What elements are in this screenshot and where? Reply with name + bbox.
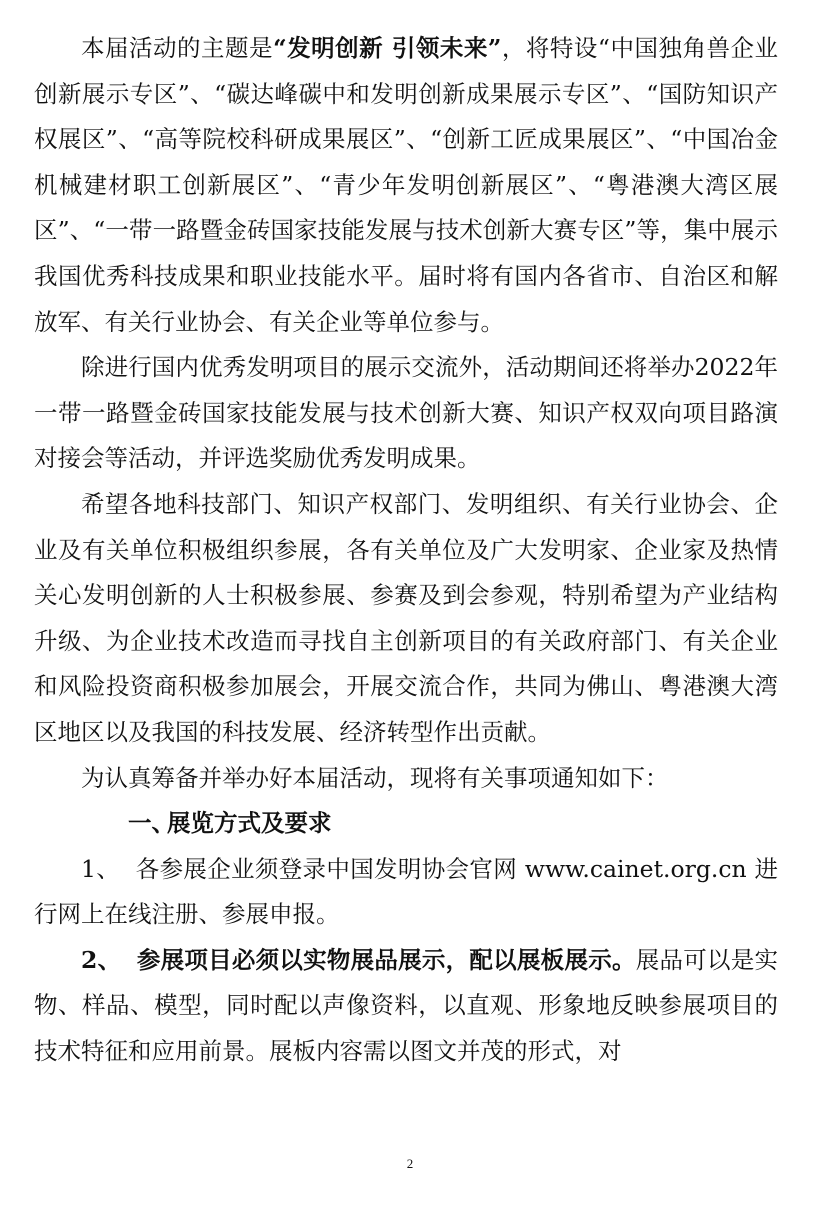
list-item-number: 2、 — [81, 945, 122, 974]
theme-slogan: “发明创新 引领未来” — [273, 34, 502, 62]
section-number: 一、 — [128, 809, 175, 838]
paragraph-activities: 除进行国内优秀发明项目的展示交流外，活动期间还将举办2022年一带一路暨金砖国家技能发展与技术创新大赛、知识产权双向项目路演对接会等活动，并评选奖励优秀发明成果。 — [34, 353, 778, 473]
list-item-text: 展品可以是实物、样品、模型，同时配以声像资料，以直观、形象地反映参展项目的技术特征和应用前景。展板内容需以图文并茂的形式，对 — [34, 945, 779, 1066]
section-title: 展览方式及要求 — [167, 809, 332, 838]
list-item-text: 各参展企业须登录中国发明协会官网 www.cainet.org.cn 进行网上在线注册、参展申报。 — [34, 854, 778, 929]
list-item-registration — [34, 847, 778, 938]
list-item-emphasis: 参展项目必须以实物展品展示，配以展板展示。 — [136, 945, 636, 974]
theme-rest: ，将特设“中国独角兽企业创新展示专区”、“碳达峰碳中和发明创新成果展示专区”、“国防知识产权展区”、“高等院校科研成果展区”、“创新工匠成果展区”、“中国冶金机械建材职工创新展区”、“青少年发明创新展区”、“粤港澳大湾区展区”、“一带一路暨金砖国家技能发展与技术创新大赛专区”等，集中展示我国优秀科技成果和职业技能水平。届时将有国内各省市、自治区和解放军、有关行业协会、有关企业等单位参与。 — [34, 34, 779, 336]
page-number: 2 — [406, 1156, 414, 1171]
paragraph-notice-intro: 为认真筹备并举办好本届活动，现将有关事项通知如下： — [81, 763, 669, 792]
paragraph-invitation: 希望各地科技部门、知识产权部门、发明组织、有关行业协会、企业及有关单位积极组织参展，各有关单位及广大发明家、企业家及热情关心发明创新的人士积极参展、参赛及到会参观，特别希望为产业结构升级、为企业技术改造而寻找自主创新项目的有关政府部门、有关企业和风险投资商积极参加展会，开展交流合作，共同为佛山、粤港澳大湾区地区以及我国的科技发展、经济转型作出贡献。 — [34, 489, 778, 746]
theme-lead: 本届活动的主题是 — [81, 34, 274, 62]
section-heading-exhibition — [34, 801, 778, 847]
list-item-number: 1、 — [81, 854, 121, 883]
paragraph-theme — [34, 26, 778, 345]
document-body — [34, 26, 778, 1075]
list-item-exhibits — [34, 938, 778, 1075]
